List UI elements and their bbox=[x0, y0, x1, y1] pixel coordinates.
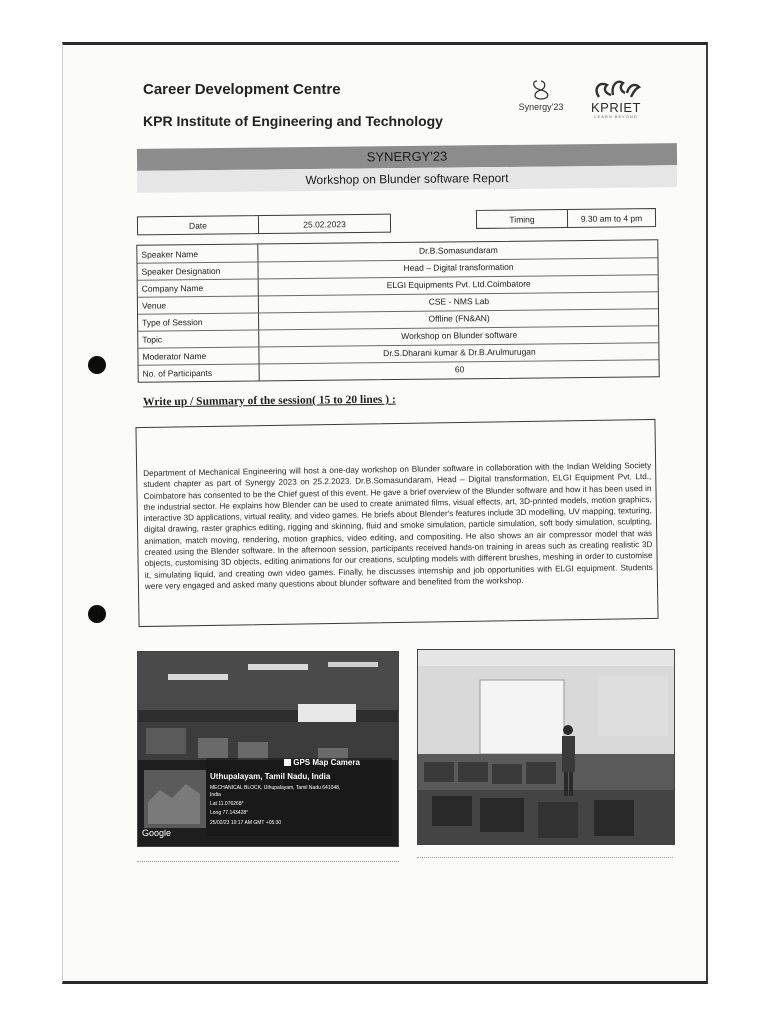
kpriet-logo-tagline: LEARN BEYOND bbox=[594, 114, 638, 119]
session-details-table bbox=[136, 239, 659, 382]
detail-value: Dr.B.Somasundaram bbox=[418, 244, 498, 256]
detail-value: ELGI Equipments Pvt. Ltd.Coimbatore bbox=[386, 278, 531, 291]
date-label: Date bbox=[188, 220, 208, 231]
detail-label: Company Name bbox=[141, 283, 204, 294]
gps-location: Uthupalayam, Tamil Nadu, India bbox=[210, 772, 331, 781]
synergy-8-icon bbox=[528, 79, 554, 101]
detail-label: Topic bbox=[142, 334, 163, 345]
lab-photo-illustration bbox=[138, 652, 398, 846]
date-value: 25.02.2023 bbox=[303, 218, 346, 230]
gps-address: MECHANICAL BLOCK, Uthupalayam, Tamil Nadu 641048, bbox=[210, 785, 341, 791]
detail-label: No. of Participants bbox=[142, 367, 213, 379]
detail-value: Offline (FN&AN) bbox=[428, 313, 490, 324]
timing-value: 9.30 am to 4 pm bbox=[580, 212, 643, 224]
speaker-photo-illustration bbox=[418, 650, 674, 844]
org-title: Career Development Centre bbox=[143, 81, 341, 98]
photo-caption-line bbox=[137, 861, 399, 862]
synergy-logo-text: Synergy'23 bbox=[518, 102, 564, 112]
timing-label: Timing bbox=[509, 213, 535, 225]
report-page bbox=[62, 42, 708, 984]
gps-long: Long 77.143428° bbox=[210, 810, 249, 816]
session-summary bbox=[135, 419, 658, 627]
detail-label: Venue bbox=[141, 300, 167, 311]
event-title-band: SYNERGY'23 bbox=[137, 143, 677, 171]
detail-value: Dr.S.Dharani kumar & Dr.B.Arulmurugan bbox=[383, 346, 536, 359]
institute-name: KPR Institute of Engineering and Technology bbox=[143, 113, 443, 129]
detail-value: CSE - NMS Lab bbox=[428, 296, 490, 307]
detail-label: Speaker Designation bbox=[141, 265, 221, 277]
synergy-logo bbox=[505, 79, 577, 129]
google-brand: Google bbox=[142, 828, 172, 838]
detail-label: Speaker Name bbox=[141, 249, 199, 260]
event-photo-gps bbox=[137, 651, 399, 847]
detail-value: Head – Digital transformation bbox=[403, 261, 514, 273]
gps-country: India bbox=[210, 792, 221, 798]
punch-hole bbox=[88, 605, 106, 623]
timing-box bbox=[476, 208, 656, 229]
photo-caption-line bbox=[417, 857, 673, 858]
punch-hole bbox=[88, 356, 106, 374]
report-title-band: Workshop on Blunder software Report bbox=[137, 165, 677, 193]
detail-label: Moderator Name bbox=[142, 351, 207, 362]
writeup-heading: Write up / Summary of the session( 15 to 20 lines ) : bbox=[142, 393, 396, 409]
detail-label: Type of Session bbox=[142, 317, 203, 328]
kpriet-logo-text: KPRIET bbox=[591, 100, 641, 115]
date-box bbox=[137, 214, 391, 236]
gps-lat: Lat 11.076268° bbox=[210, 801, 244, 807]
gps-brand: GPS Map Camera bbox=[284, 758, 360, 767]
camera-icon bbox=[284, 759, 291, 766]
detail-value: Workshop on Blunder software bbox=[401, 329, 518, 341]
event-photo-speaker bbox=[417, 649, 675, 845]
detail-value: 60 bbox=[454, 364, 465, 375]
kpriet-logo bbox=[581, 75, 651, 131]
gps-datetime: 25/02/23 10:17 AM GMT +05:30 bbox=[210, 820, 282, 826]
summary-text: Department of Mechanical Engineering will host a one-day workshop on Blunder software in collaboration with the Indian Welding Society student chapter as part of Synergy 2023 on 25.2.2023. Dr.B.Somasundaram, Head – Digital transformation, ELGI Equipment Pvt. Ltd., Coimbatore has consented to be the Chief guest of this event. He gave a brief overview of the Blunder software and how it has been used in the industrial sector. He explains how Blender can be used to create animated films, visual effects, art, 3D-printed models, motion graphics, interactive 3D applications, virtual reality, and video games. He briefs about Blender's features include 3D modelling, UV mapping, texturing, digital drawing, raster graphics editing, rigging and skinning, fluid and smoke simulation, particle simulation, soft body simulation, sculpting, animation, match moving, rendering, motion graphics, video editing, and compositing. He also shows an air compressor model that was created using the Blender software. In the afternoon session, participants received hands-on training in areas such as creating realistic 3D objects, customising 3D objects, editing animations for our creations, sculpting models with different brushes, meshing in order to customise it, simulating liquid, and creating own video games. Finally, he discusses internship and job opportunities with ELGI equipment. Students were very engaged and asked many questions about blunder software and benefited from the workshop. bbox=[143, 461, 653, 591]
kpriet-flame-icon bbox=[591, 75, 641, 101]
